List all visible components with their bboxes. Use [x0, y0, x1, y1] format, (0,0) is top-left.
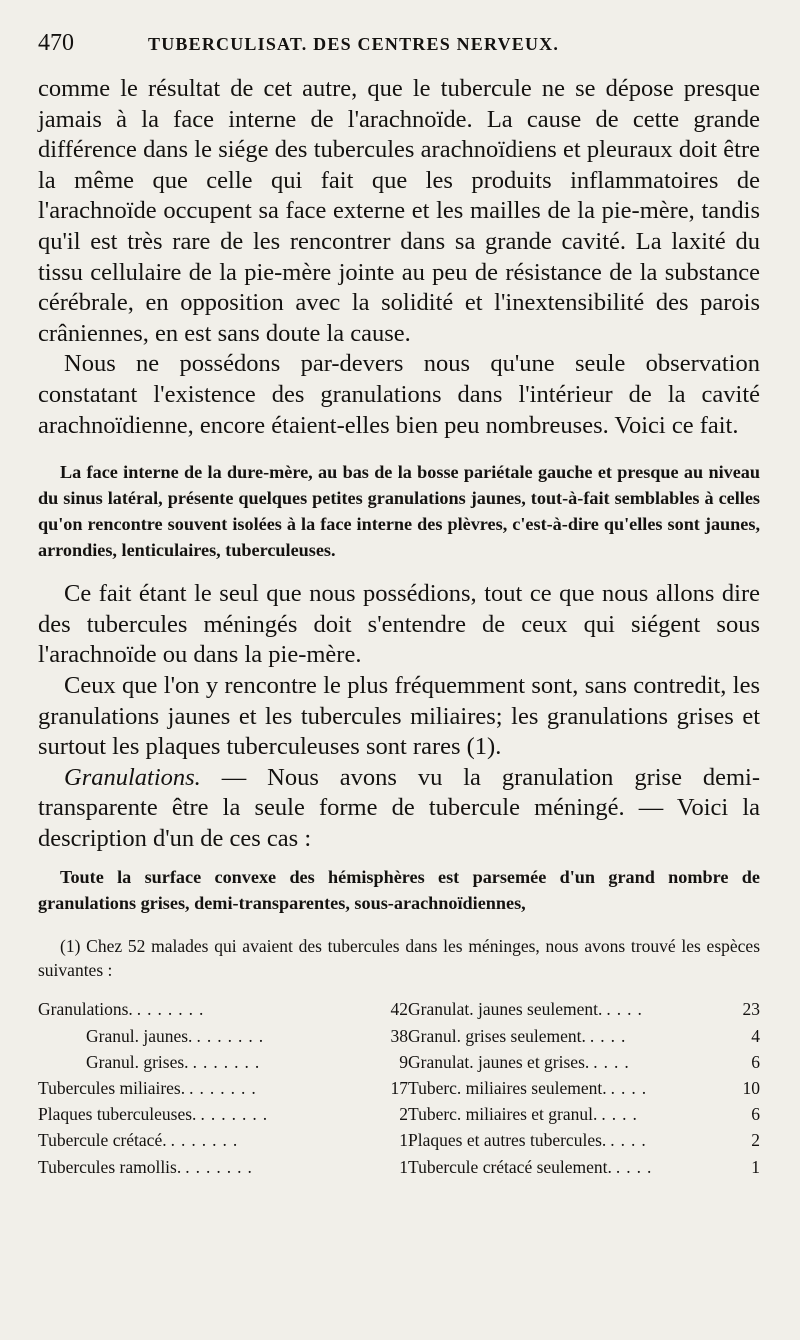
stats-row: Granulat. jaunes et grises. .... 6 — [408, 1051, 760, 1072]
observation-quote-2: Toute la surface convexe des hémisphères est parsemée d'un grand nombre de granulations grises, demi-transparentes, sous-arachnoïdiennes, — [38, 867, 760, 914]
page-number: 470 — [38, 30, 74, 56]
footnote-stats-table — [38, 996, 760, 1179]
stats-right-column — [408, 996, 760, 1179]
stats-row: Plaques tuberculeuses. ....... 2 — [38, 1104, 408, 1125]
stats-left-column — [38, 996, 408, 1179]
footnote — [38, 934, 760, 1179]
stats-row: Granulat. jaunes seulement. .... 23 — [408, 999, 760, 1020]
main-text-2 — [38, 579, 760, 854]
stats-row: Tubercules ramollis. ....... 1 — [38, 1156, 408, 1177]
page-header — [38, 30, 760, 74]
stats-row: Granul. grises seulement. .... 4 — [408, 1025, 760, 1046]
granulations-heading: Granulations. — [64, 763, 201, 791]
paragraph-1: comme le résultat de cet autre, que le tubercule ne se dépose presque jamais à la face interne de l'arachnoïde. La cause de cette grande différence dans le siége des tubercules arachnoïdiens et pleuraux doit être la même que celle qui fait que les produits inflammatoires de l'arachnoïde occupent sa face externe et les mailles de la pie-mère, tandis qu'il est très rare de les rencontrer dans sa grande cavité. La laxité du tissu cellulaire de la pie-mère jointe au peu de résistance de la substance cérébrale, en opposition avec la solidité et l'inextensibilité des parois crâniennes, en est sans doute la cause. — [38, 75, 760, 347]
stats-row: Granulations. ....... 42 — [38, 999, 408, 1020]
observation-quote-1: La face interne de la dure-mère, au bas de la bosse pariétale gauche et presque au niveau du sinus latéral, présente quelques petites granulations jaunes, tout-à-fait semblables à celles qu'on rencontre souvent isolées à la face interne des plèvres, c'est-à-dire qu'elles sont jaunes, arrondies, lenticulaires, tuberculeuses. — [38, 462, 760, 561]
paragraph-3: Ce fait étant le seul que nous possédions, tout ce que nous allons dire des tubercules méningés doit s'entendre de ceux qui siégent sous l'arachnoïde ou dans la pie-mère. — [38, 580, 760, 669]
stats-row: Plaques et autres tubercules. .... 2 — [408, 1130, 760, 1151]
stats-row: Tuberc. miliaires et granul. .... 6 — [408, 1104, 760, 1125]
stats-row: Granul. grises. ....... 9 — [86, 1051, 408, 1072]
stats-row: Tubercule crétacé. ....... 1 — [38, 1130, 408, 1151]
stats-row: Tuberc. miliaires seulement. .... 10 — [408, 1078, 760, 1099]
paragraph-2: Nous ne possédons par-devers nous qu'une seule observation constatant l'existence des granulations dans l'intérieur de la cavité arachnoïdienne, encore étaient-elles bien peu nombreuses. Voici ce fait. — [38, 350, 760, 439]
stats-row: Tubercules miliaires. ....... 17 — [38, 1078, 408, 1099]
main-text — [38, 74, 760, 441]
paragraph-4: Ceux que l'on y rencontre le plus fréquemment sont, sans contredit, les granulations jaunes et les tubercules miliaires; les granulations grises et surtout les plaques tuberculeuses sont rares (1). — [38, 671, 760, 761]
stats-row: Granul. jaunes. ....... 38 — [86, 1025, 408, 1046]
granulations-text: — Nous avons vu la granulation grise demi-transparente être la seule forme de tubercule méningé. — Voici la description d'un de ces cas : — [38, 763, 760, 852]
running-title: TUBERCULISAT. DES CENTRES NERVEUX. — [148, 34, 560, 54]
paragraph-granulations — [38, 763, 760, 855]
footnote-text: (1) Chez 52 malades qui avaient des tubercules dans les méninges, nous avons trouvé les espèces suivantes : — [38, 936, 760, 981]
stats-row: Tubercule crétacé seulement. .... 1 — [408, 1156, 760, 1177]
